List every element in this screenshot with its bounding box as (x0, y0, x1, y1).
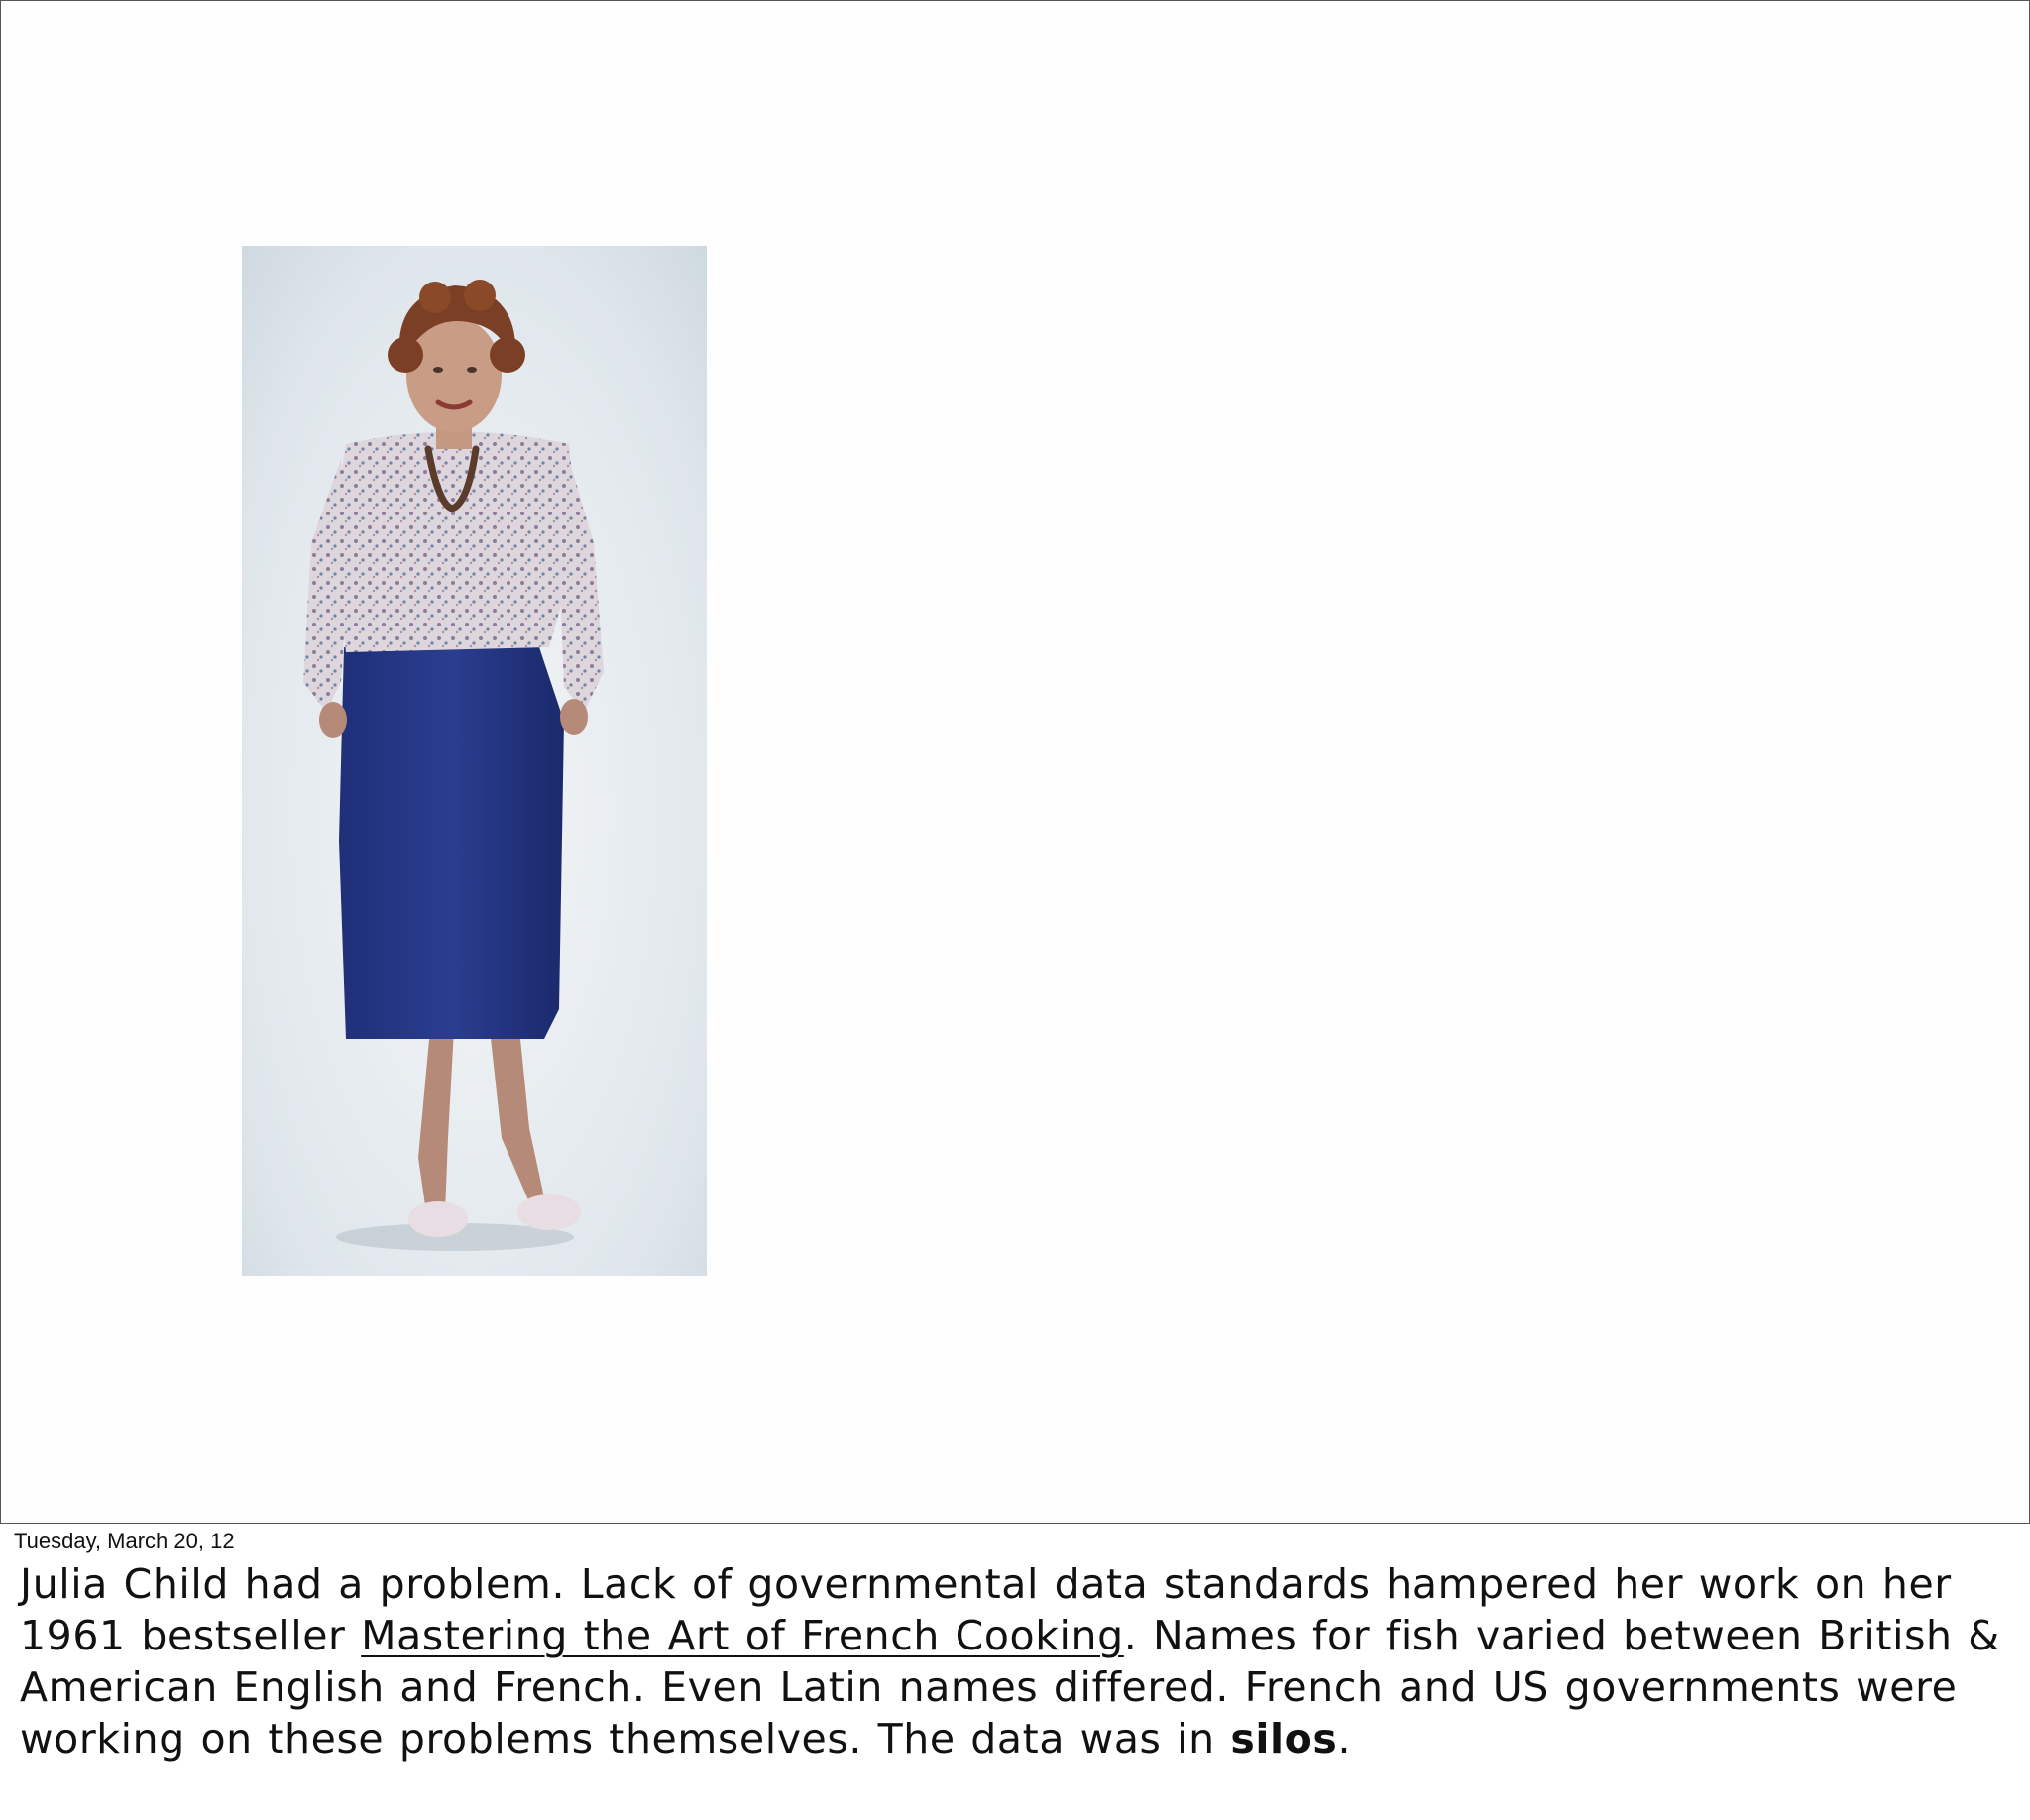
notes-line-3: American English and French. Even Latin names differed. French and US governments were (20, 1663, 1958, 1711)
notes-line-4 (20, 1713, 2012, 1764)
notes-line-1: Julia Child had a problem. Lack of governmental data standards hampered her work on her (20, 1560, 1952, 1608)
notes-line-2-start: 1961 bestseller (20, 1612, 362, 1659)
notes-line-2 (20, 1610, 2012, 1661)
speaker-notes (20, 1558, 2012, 1764)
portrait-illustration (242, 246, 707, 1276)
notes-line-4-end: . (1337, 1715, 1352, 1763)
book-title: Mastering the Art of French Cooking (361, 1612, 1124, 1659)
notes-line-2-end: . Names for fish varied between British & (1123, 1612, 2000, 1659)
emphasis-silos: silos (1230, 1715, 1338, 1763)
portrait-photo (242, 246, 707, 1276)
notes-date: Tuesday, March 20, 12 (14, 1529, 235, 1553)
notes-line-4-start: working on these problems themselves. The data was in (20, 1715, 1231, 1763)
